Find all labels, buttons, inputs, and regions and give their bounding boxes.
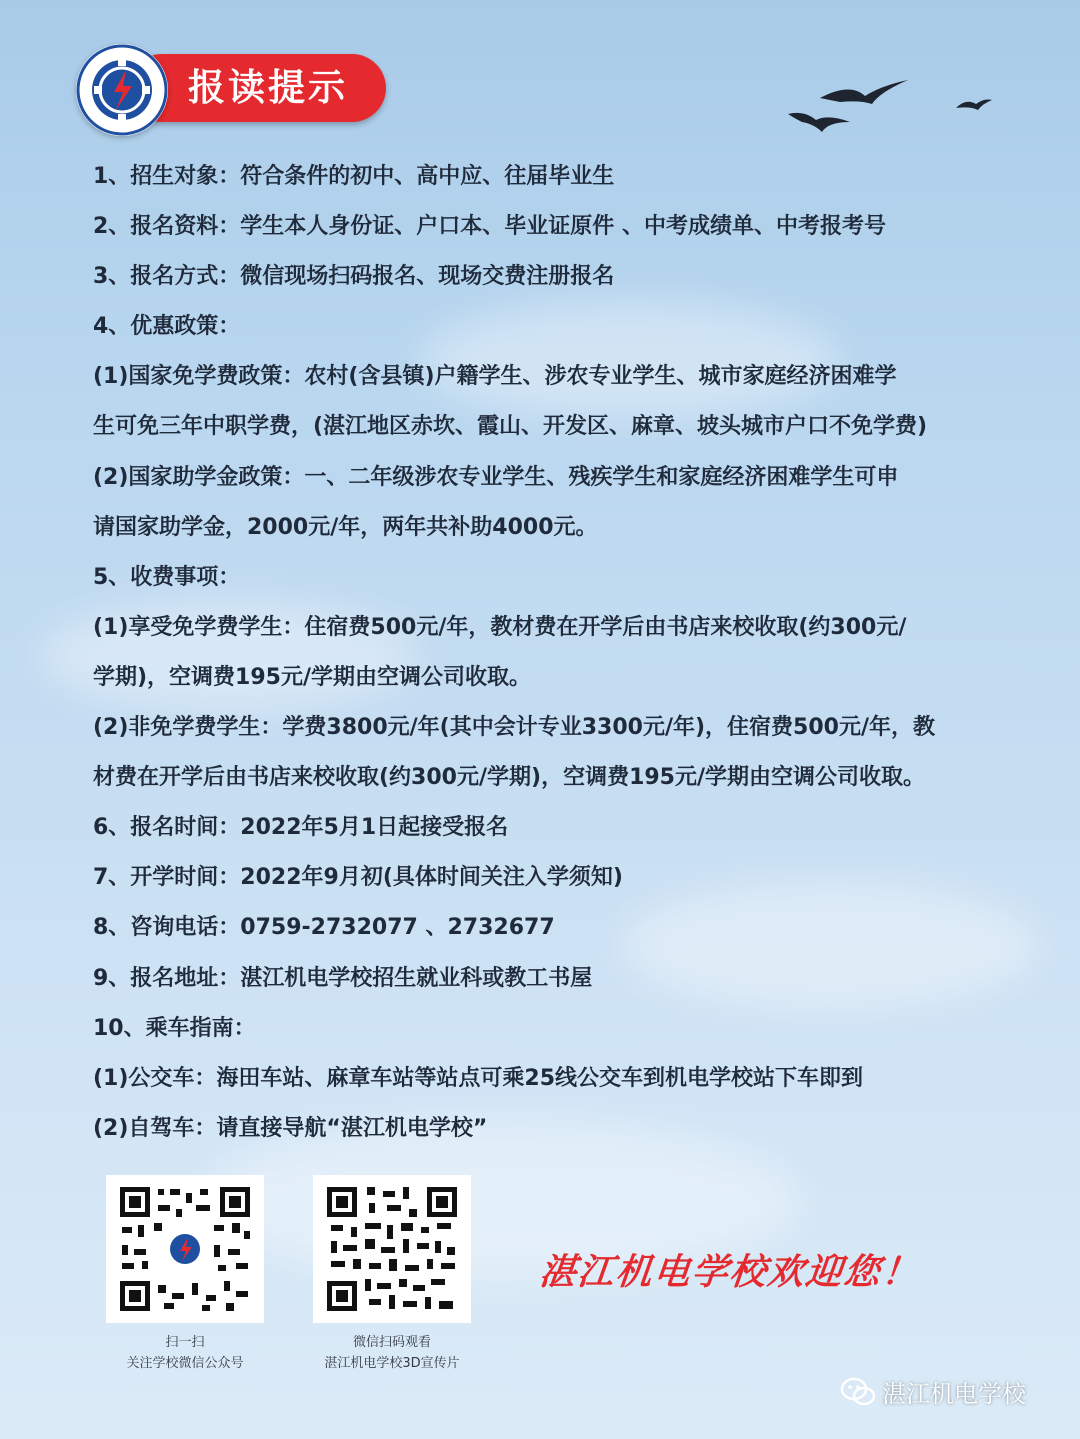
info-line-documents: 2、报名资料：学生本人身份证、户口本、毕业证原件 、中考成绩单、中考报考号 bbox=[93, 214, 886, 240]
info-line-policy-heading: 4、优惠政策： bbox=[93, 314, 241, 340]
wechat-account-name: 湛江机电学校 bbox=[882, 1380, 1026, 1408]
info-line-fees-exempt-cont: 学期)，空调费195元/学期由空调公司收取。 bbox=[93, 664, 532, 690]
welcome-slogan: 湛江机电学校欢迎您！ bbox=[537, 1252, 922, 1293]
info-line-address: 9、报名地址：湛江机电学校招生就业科或教工书屋 bbox=[93, 965, 593, 991]
info-line-fees-nonexempt: (2)非免学费学生：学费3800元/年(其中会计专业3300元/年)，住宿费500元/年，教 bbox=[93, 715, 936, 741]
info-line-bus: (1)公交车：海田车站、麻章车站等站点可乘25线公交车到机电学校站下车即到 bbox=[93, 1065, 864, 1091]
info-line-car: (2)自驾车：请直接导航“湛江机电学校” bbox=[93, 1115, 488, 1141]
info-line-grant-policy-cont: 请国家助学金，2000元/年，两年共补助4000元。 bbox=[93, 514, 598, 540]
qr-caption-wechat-account bbox=[85, 1332, 285, 1374]
info-line-transport-heading: 10、乘车指南： bbox=[93, 1015, 256, 1041]
qr-caption-line: 扫一扫 bbox=[165, 1335, 205, 1350]
info-line-fees-exempt: (1)享受免学费学生：住宿费500元/年，教材费在开学后由书店来校收取(约300元/ bbox=[93, 614, 907, 640]
qr-caption-line: 湛江机电学校3D宣传片 bbox=[324, 1356, 460, 1371]
header bbox=[76, 44, 388, 136]
qr-caption-line: 关注学校微信公众号 bbox=[126, 1356, 244, 1371]
info-line-school-start: 7、开学时间：2022年9月初(具体时间关注入学须知) bbox=[93, 865, 623, 891]
info-line-fees-nonexempt-cont: 材费在开学后由书店来校收取(约300元/学期)，空调费195元/学期由空调公司收取。 bbox=[93, 765, 926, 791]
info-line-phone: 8、咨询电话：0759-2732077 、2732677 bbox=[93, 915, 555, 941]
school-logo bbox=[76, 44, 168, 136]
info-line-tuition-free-policy-cont: 生可免三年中职学费，(湛江地区赤坎、霞山、开发区、麻章、坡头城市户口不免学费) bbox=[93, 414, 928, 440]
qr-caption-line: 微信扫码观看 bbox=[352, 1335, 431, 1350]
wechat-icon bbox=[840, 1376, 876, 1408]
info-line-tuition-free-policy: (1)国家免学费政策：农村(含县镇)户籍学生、涉农专业学生、城市家庭经济困难学 bbox=[93, 364, 897, 390]
info-line-fees-heading: 5、收费事项： bbox=[93, 564, 241, 590]
qr-caption-3d-video bbox=[292, 1332, 492, 1374]
info-line-registration-time: 6、报名时间：2022年5月1日起接受报名 bbox=[93, 815, 509, 841]
qr-code-3d-video[interactable] bbox=[313, 1175, 471, 1323]
info-line-grant-policy: (2)国家助学金政策：一、二年级涉农专业学生、残疾学生和家庭经济困难学生可申 bbox=[93, 464, 899, 490]
qr-code-wechat-account[interactable] bbox=[106, 1175, 264, 1323]
info-line-recruit-target: 1、招生对象：符合条件的初中、高中应、往届毕业生 bbox=[93, 164, 615, 189]
info-line-registration-method: 3、报名方式：微信现场扫码报名、现场交费注册报名 bbox=[93, 264, 615, 290]
page-title: 报读提示 bbox=[188, 66, 348, 109]
birds-decoration bbox=[780, 70, 1000, 140]
admission-info bbox=[93, 152, 1023, 1154]
